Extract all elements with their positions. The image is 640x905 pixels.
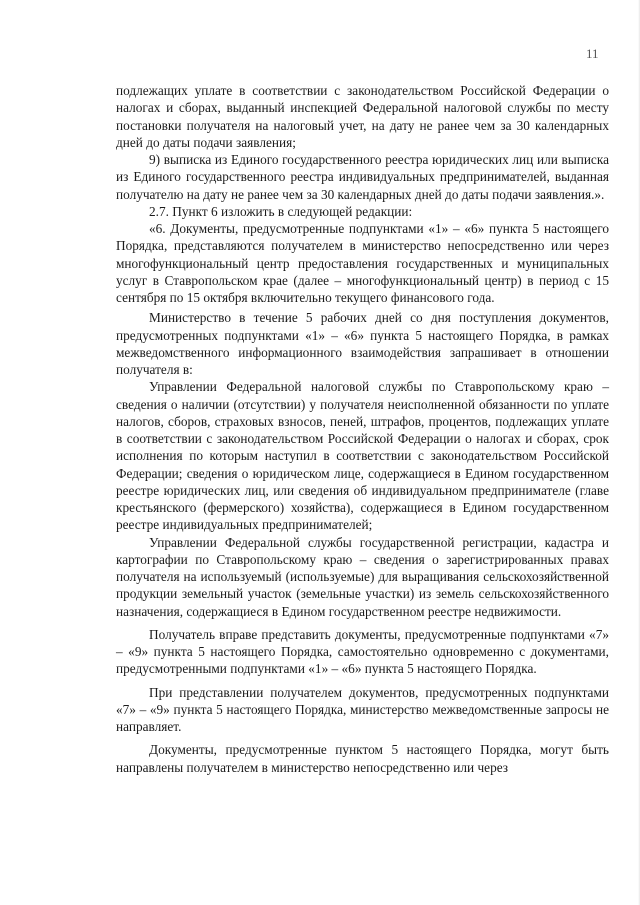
paragraph-point-6: «6. Документы, предусмотренные подпунктами «1» – «6» пункта 5 настоящего Порядка, представляются получателем в министерство непосредственно или через многофункциональный центр предоставления государственных и муниципальных услуг в Ставропольском крае (далее – многофункциональный центр) в период с 15 сентября по 15 октября включительно текущего финансового года. xyxy=(116,221,609,305)
paragraph-item-9: 9) выписка из Единого государственного реестра юридических лиц или выписка из Единого государственного реестра индивидуальных предпринимателей, выданная получателю на дату не ранее чем за 30 календарных дней до даты подачи заявления.». xyxy=(116,152,609,202)
paragraph-ministry-requests: Министерство в течение 5 рабочих дней со дня поступления документов, предусмотренных подпунктами «1» – «6» пункта 5 настоящего Порядка, в рамках межведомственного информационного взаимодействия запрашивает в отношении получателя в: xyxy=(116,310,609,377)
paragraph-continuation: подлежащих уплате в соответствии с законодательством Российской Федерации о налогах и сборах, выданный инспекцией Федеральной налоговой службы по месту постановки получателя на налоговый учет, на дату не ранее чем за 30 календарных дней до даты подачи заявления; xyxy=(116,83,609,150)
document-body xyxy=(116,82,609,776)
paragraph-amendment-2-7: 2.7. Пункт 6 изложить в следующей редакции: xyxy=(149,203,413,219)
paragraph-recipient-right: Получатель вправе представить документы, предусмотренные подпунктами «7» – «9» пункта 5 настоящего Порядка, самостоятельно одновременно с документами, предусмотренными подпунктами «1» – «6» пункта 5 настоящего Порядка. xyxy=(116,626,609,677)
paragraph-registration-service: Управлении Федеральной службы государственной регистрации, кадастра и картографии по Ставропольскому краю – сведения о зарегистрированных правах получателя на используемый (используемые) для выращивания сельскохозяйственной продукции земельный участок (земельные участки) из земель сельскохозяйственного назначения, содержащиеся в Едином государственном реестре недвижимости. xyxy=(116,534,609,619)
paragraph-no-requests: При представлении получателем документов, предусмотренных подпунктами «7» – «9» пункта 5 настоящего Порядка, министерство межведомственные запросы не направляет. xyxy=(116,684,609,734)
paragraph-submission: Документы, предусмотренные пунктом 5 настоящего Порядка, могут быть направлены получателем в министерство непосредственно или через xyxy=(116,742,609,775)
paragraph-tax-service: Управлении Федеральной налоговой службы по Ставропольскому краю – сведения о наличии (отсутствии) у получателя неисполненной обязанности по уплате налогов, сборов, страховых взносов, пеней, штрафов, процентов, подлежащих уплате в соответствии с законодательством Российской Федерации о налогах и сборах, срок исполнения по которым наступил в соответствии с законодательством Российской Федерации; сведения о юридическом лице, содержащиеся в Едином государственном реестре юридических лиц, или сведения об индивидуальном предпринимателе (главе крестьянского (фермерского) хозяйства), содержащиеся в Едином государственном реестре индивидуальных предпринимателей; xyxy=(116,379,609,533)
page-number: 11 xyxy=(586,46,599,61)
